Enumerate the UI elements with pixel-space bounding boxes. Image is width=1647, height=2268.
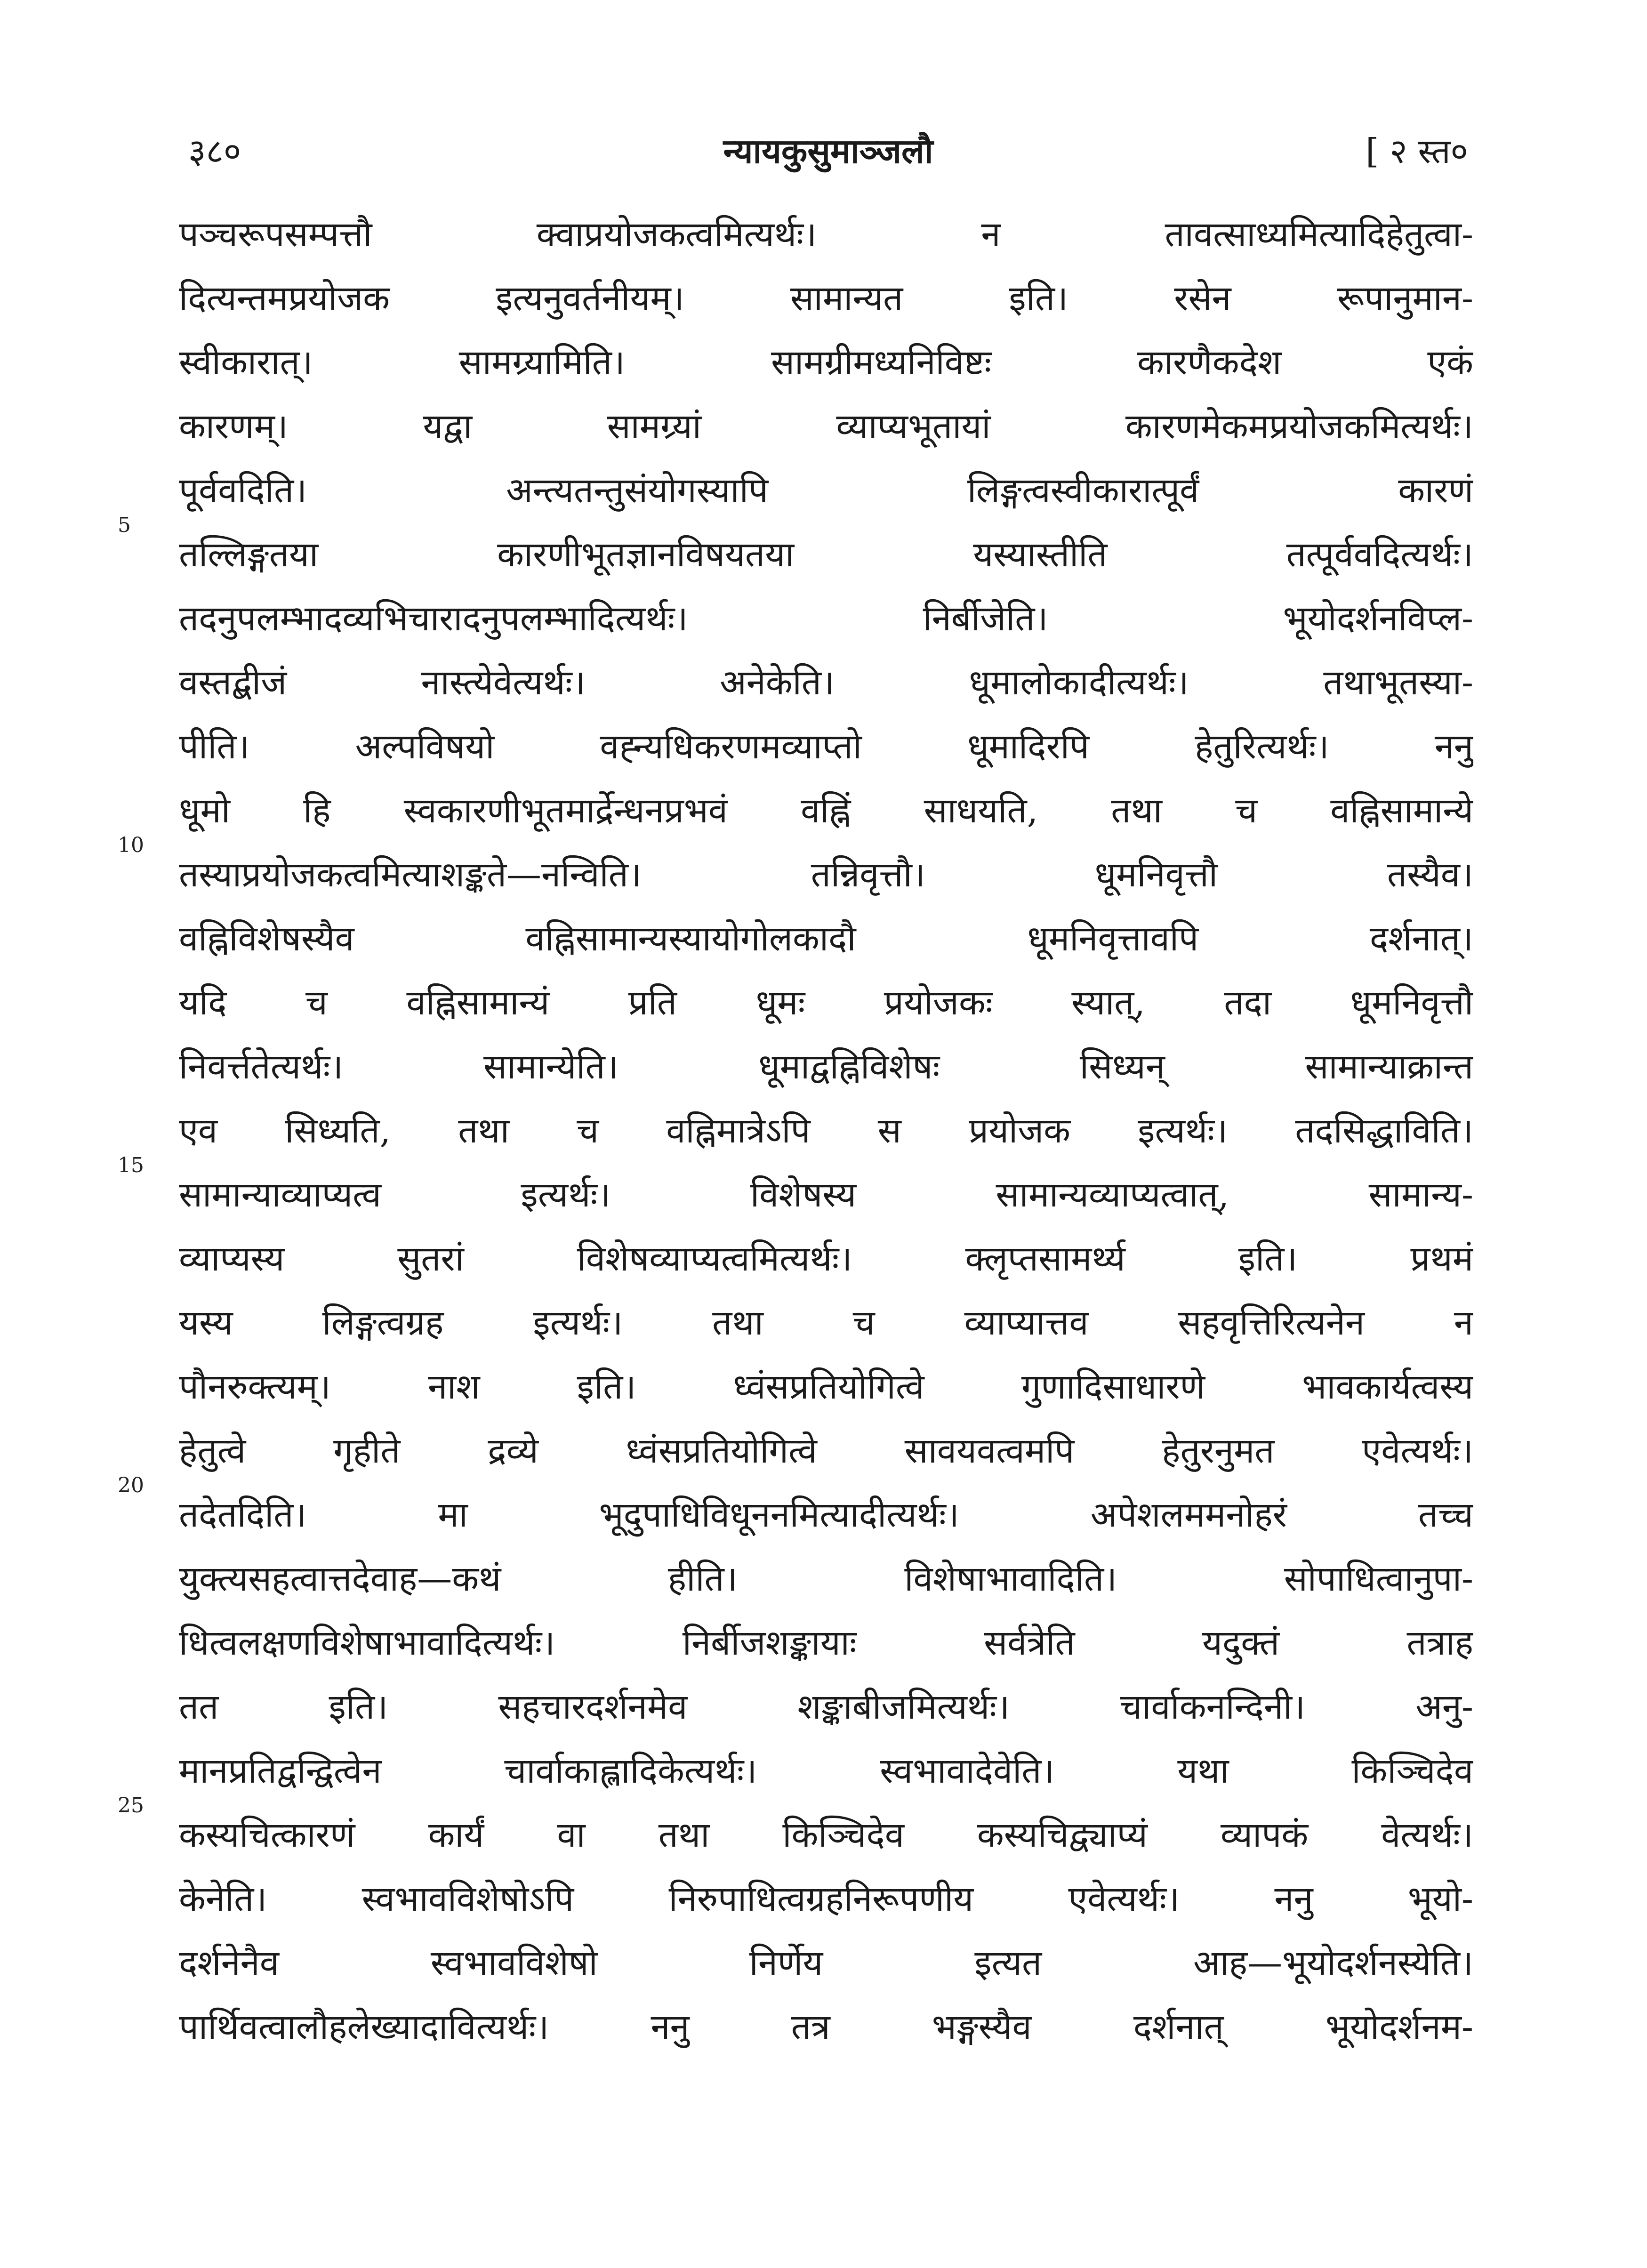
- page-number: ३८०: [188, 131, 241, 171]
- text-line: तदनुपलम्भादव्यभिचारादनुपलम्भादित्यर्थः। निर्बीजेति। भूयोदर्शनविप्ल-: [179, 598, 1473, 639]
- text-line: पञ्चरूपसम्पत्तौ क्वाप्रयोजकत्वमित्यर्थः। न तावत्साध्यमित्यादिहेतुत्वा-: [179, 214, 1473, 255]
- text-line: स्वीकारात्। सामग्र्यामिति। सामग्रीमध्यनिविष्टः कारणैकदेश एकं: [179, 342, 1473, 383]
- section-marker: [ २ स्त०: [1366, 131, 1468, 171]
- text-line: वह्निविशेषस्यैव वह्निसामान्यस्यायोगोलकादौ धूमनिवृत्तावपि दर्शनात्।: [179, 918, 1473, 959]
- line-number-15: 15: [118, 1153, 144, 1177]
- text-line: निवर्त्ततेत्यर्थः। सामान्येति। धूमाद्वह्निविशेषः सिध्यन् सामान्याक्रान्त: [179, 1046, 1473, 1087]
- text-line: पीति। अल्पविषयो वह्न्यधिकरणमव्याप्तो धूमादिरपि हेतुरित्यर्थः। ननु: [179, 726, 1473, 767]
- text-line: धित्वलक्षणविशेषाभावादित्यर्थः। निर्बीजशङ्कायाः सर्वत्रेति यदुक्तं तत्राह: [179, 1623, 1473, 1663]
- text-line: कस्यचित्कारणं कार्यं वा तथा किञ्चिदेव कस्यचिद्व्याप्यं व्यापकं वेत्यर्थः।: [179, 1815, 1473, 1855]
- text-line: सामान्याव्याप्यत्व इत्यर्थः। विशेषस्य सामान्यव्याप्यत्वात्, सामान्य-: [179, 1174, 1473, 1215]
- line-number-10: 10: [118, 833, 144, 857]
- text-line: तदेतदिति। मा भूदुपाधिविधूननमित्यादीत्यर्थः। अपेशलममनोहरं तच्च: [179, 1495, 1473, 1535]
- text-line: धूमो हि स्वकारणीभूतमार्द्रेन्धनप्रभवं वह्निं साधयति, तथा च वह्निसामान्ये: [179, 790, 1473, 831]
- text-line: कारणम्। यद्वा सामग्र्यां व्याप्यभूतायां कारणमेकमप्रयोजकमित्यर्थः।: [179, 406, 1473, 447]
- text-line: व्याप्यस्य सुतरां विशेषव्याप्यत्वमित्यर्थः। क्लृप्तसामर्थ्य इति। प्रथमं: [179, 1239, 1473, 1279]
- running-header: [188, 118, 1468, 179]
- text-line: यस्य लिङ्गत्वग्रह इत्यर्थः। तथा च व्याप्यात्तव सहवृत्तिरित्यनेन न: [179, 1303, 1473, 1343]
- text-line: दर्शनेनैव स्वभावविशेषो निर्णेय इत्यत आह—भूयोदर्शनस्येति।: [179, 1943, 1473, 1983]
- text-line: तल्लिङ्गतया कारणीभूतज्ञानविषयतया यस्यास्तीति तत्पूर्ववदित्यर्थः।: [179, 534, 1473, 575]
- commentary-text: [179, 202, 1473, 2059]
- text-line: पार्थिवत्वालौहलेख्यादावित्यर्थः। ननु तत्र भङ्गस्यैव दर्शनात् भूयोदर्शनम-: [179, 2007, 1473, 2047]
- running-title: न्यायकुसुमाञ्जलौ: [723, 131, 933, 171]
- text-line: हेतुत्वे गृहीते द्रव्ये ध्वंसप्रतियोगित्वे सावयवत्वमपि हेतुरनुमत एवेत्यर्थः।: [179, 1431, 1473, 1471]
- text-line: दित्यन्तमप्रयोजक इत्यनुवर्तनीयम्। सामान्यत इति। रसेन रूपानुमान-: [179, 278, 1473, 319]
- line-number-5: 5: [118, 513, 131, 537]
- text-line: यदि च वह्निसामान्यं प्रति धूमः प्रयोजकः स्यात्, तदा धूमनिवृत्तौ: [179, 982, 1473, 1023]
- text-line: मानप्रतिद्वन्द्वित्वेन चार्वाकाह्लादिकेत्यर्थः। स्वभावादेवेति। यथा किञ्चिदेव: [179, 1751, 1473, 1791]
- text-line: तत इति। सहचारदर्शनमेव शङ्काबीजमित्यर्थः। चार्वाकनन्दिनी। अनु-: [179, 1687, 1473, 1727]
- text-line: वस्तद्बीजं नास्त्येवेत्यर्थः। अनेकेति। धूमालोकादीत्यर्थः। तथाभूतस्या-: [179, 662, 1473, 703]
- text-line: पौनरुक्त्यम्। नाश इति। ध्वंसप्रतियोगित्वे गुणादिसाधारणे भावकार्यत्वस्य: [179, 1367, 1473, 1407]
- text-line: एव सिध्यति, तथा च वह्निमात्रेऽपि स प्रयोजक इत्यर्थः। तदसिद्धाविति।: [179, 1110, 1473, 1151]
- text-line: युक्त्यसहत्वात्तदेवाह—कथं हीति। विशेषाभावादिति। सोपाधित्वानुपा-: [179, 1559, 1473, 1599]
- line-number-25: 25: [118, 1793, 144, 1818]
- text-line: पूर्ववदिति। अन्त्यतन्तुसंयोगस्यापि लिङ्गत्वस्वीकारात्पूर्वं कारणं: [179, 470, 1473, 511]
- text-line: केनेति। स्वभावविशेषोऽपि निरुपाधित्वग्रहनिरूपणीय एवेत्यर्थः। ननु भूयो-: [179, 1879, 1473, 1919]
- text-line: तस्याप्रयोजकत्वमित्याशङ्कते—नन्विति। तन्निवृत्तौ। धूमनिवृत्तौ तस्यैव।: [179, 854, 1473, 895]
- line-number-20: 20: [118, 1473, 144, 1497]
